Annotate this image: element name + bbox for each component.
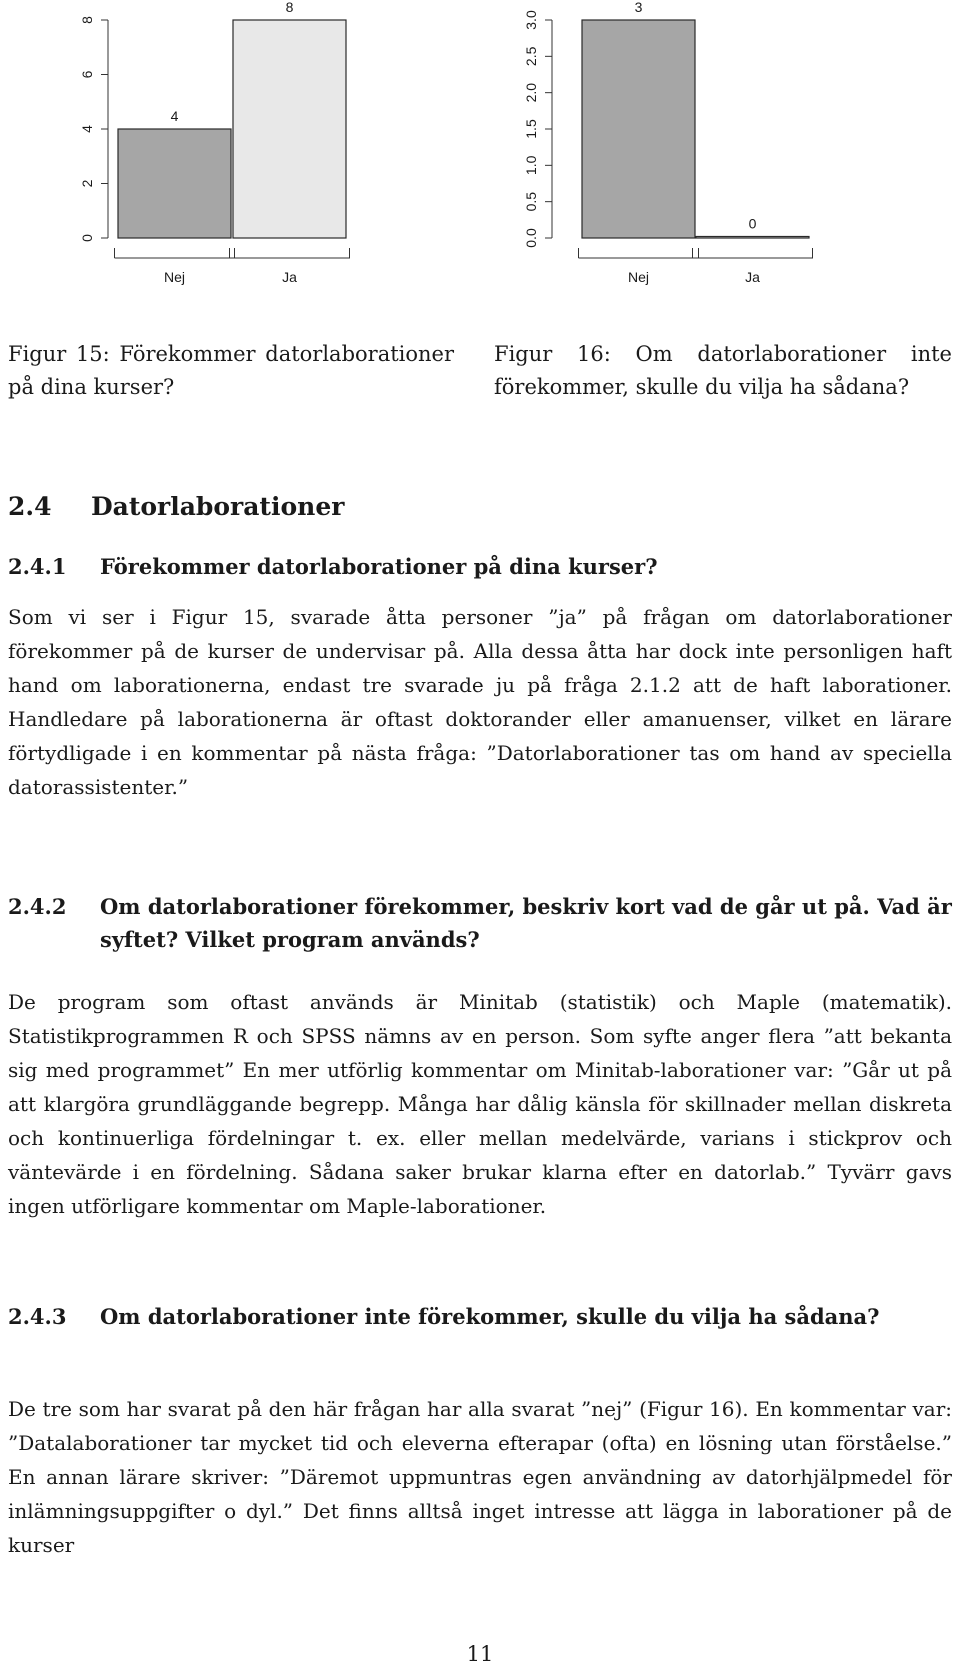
y-tick-label: 1.0 [523, 155, 539, 176]
section-number: 2.4 [8, 492, 52, 521]
bar-nej [118, 129, 231, 238]
subsection-heading-3 [8, 1300, 952, 1333]
subsection-number: 2.4.1 [8, 554, 67, 579]
x-tick-label: Ja [745, 269, 760, 285]
figure-16-caption: Figur 16: Om datorlaborationer inte förekommer, skulle du vilja ha sådana? [494, 342, 952, 399]
figure-15-bar-chart [0, 0, 480, 310]
data-label: 4 [170, 108, 179, 124]
bar-nej [582, 20, 695, 238]
subsection-body-2: De program som oftast används är Minitab (statistik) och Maple (matematik). Statistikprogrammen R och SPSS nämns av en person. Som syfte anger flera ”att bekanta sig med programmet” En mer utförlig kommentar om Minitab-laborationer var: ”Går ut på att klargöra grundläggande begrepp. Många har dålig känsla för skillnader mellan diskreta och kontinuerliga fördelningar t. ex. eller mellan medelvärde, varians i stickprov och väntevärde i en fördelning. Sådana saker brukar klarna efter en datorlab.” Tyvärr gavs ingen utförligare kommentar om Maple-laborationer. [8, 990, 952, 1218]
y-tick-label: 3.0 [523, 10, 539, 30]
subsection-number: 2.4.3 [8, 1304, 67, 1329]
subsection-body-3: De tre som har svarat på den här frågan har alla svarat ”nej” (Figur 16). En kommentar var: ”Datalaborationer tar mycket tid och eleverna efterapar (ofta) en lösning utan förståelse.” En annan lärare skriver: ”Däremot uppmuntras egen användning av datorhjälpmedel för inlämningsuppgifter o dyl.” Det finns alltså inget intresse att lägga in laborationer på de kurser [8, 1397, 952, 1557]
data-label: 3 [634, 0, 643, 15]
bar-ja [233, 20, 346, 238]
subsection-title: Om datorlaborationer inte förekommer, skulle du vilja ha sådana? [100, 1304, 880, 1329]
y-tick-label: 2.5 [523, 46, 539, 67]
subsection-body-1: Som vi ser i Figur 15, svarade åtta personer ”ja” på frågan om datorlaborationer förekommer på de kurser de undervisar på. Alla dessa åtta har dock inte personligen haft hand om laborationerna, endast tre svarade ju på fråga 2.1.2 att de haft laborationer. Handledare på laborationerna är oftast doktorander eller amanuenser, vilket en lärare förtydligade i en kommentar på nästa fråga: ”Datorlaborationer tas om hand av speciella datorassistenter.” [8, 605, 952, 799]
category-bracket [230, 248, 350, 258]
figure-16-bar-chart [480, 0, 960, 310]
category-bracket [693, 248, 813, 258]
data-label: 8 [285, 0, 294, 15]
x-tick-label: Ja [282, 269, 297, 285]
y-tick-label: 4 [79, 125, 95, 133]
section-title: Datorlaborationer [90, 492, 345, 521]
data-label: 0 [748, 215, 757, 232]
y-tick-label: 1.5 [523, 119, 539, 139]
subsection-heading-1 [8, 550, 952, 583]
y-tick-label: 6 [79, 70, 95, 79]
y-tick-label: 2 [79, 179, 95, 188]
x-tick-label: Nej [163, 269, 186, 285]
bar-ja [696, 237, 809, 239]
section-heading [8, 492, 344, 521]
y-tick-label: 0.5 [523, 191, 539, 212]
y-tick-label: 0.0 [523, 228, 539, 248]
category-bracket [115, 248, 235, 258]
y-tick-label: 0 [79, 234, 95, 242]
subsection-title: Om datorlaborationer förekommer, beskriv kort vad de går ut på. Vad är syftet? Vilket program används? [100, 894, 952, 952]
subsection-heading-2 [8, 890, 952, 956]
x-tick-label: Nej [627, 269, 650, 285]
subsection-title: Förekommer datorlaborationer på dina kurser? [100, 554, 658, 579]
y-tick-label: 8 [79, 16, 95, 24]
page-number: 11 [466, 1642, 494, 1666]
figure-15-caption: Figur 15: Förekommer datorlaborationer på dina kurser? [8, 342, 454, 399]
y-tick-label: 2.0 [523, 82, 539, 103]
subsection-number: 2.4.2 [8, 894, 67, 919]
category-bracket [579, 248, 699, 258]
